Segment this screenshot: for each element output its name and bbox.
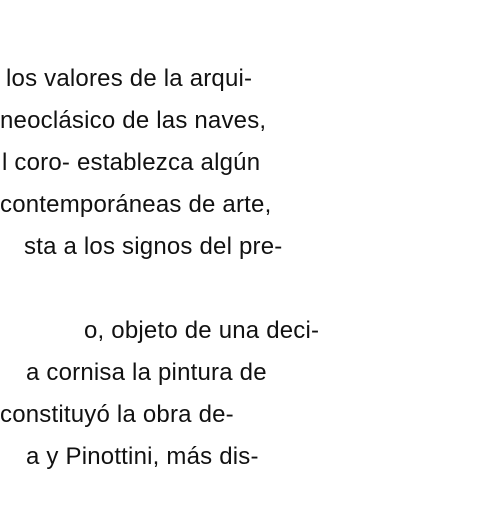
text-line: o, objeto de una deci- [84, 317, 320, 344]
paragraph-1 [0, 58, 502, 268]
text-line: a cornisa la pintura de [26, 359, 267, 386]
text-line: contemporáneas de arte, [0, 191, 272, 218]
text-line: sta a los signos del pre- [24, 233, 283, 260]
text-line: neoclásico de las naves, [0, 107, 267, 134]
text-line: los valores de la arqui- [6, 65, 253, 92]
text-line: constituyó la obra de- [0, 401, 234, 428]
text-line: a y Pinottini, más dis- [26, 443, 259, 470]
text-line: l coro- establezca algún [2, 149, 261, 176]
paragraph-2 [0, 310, 502, 478]
